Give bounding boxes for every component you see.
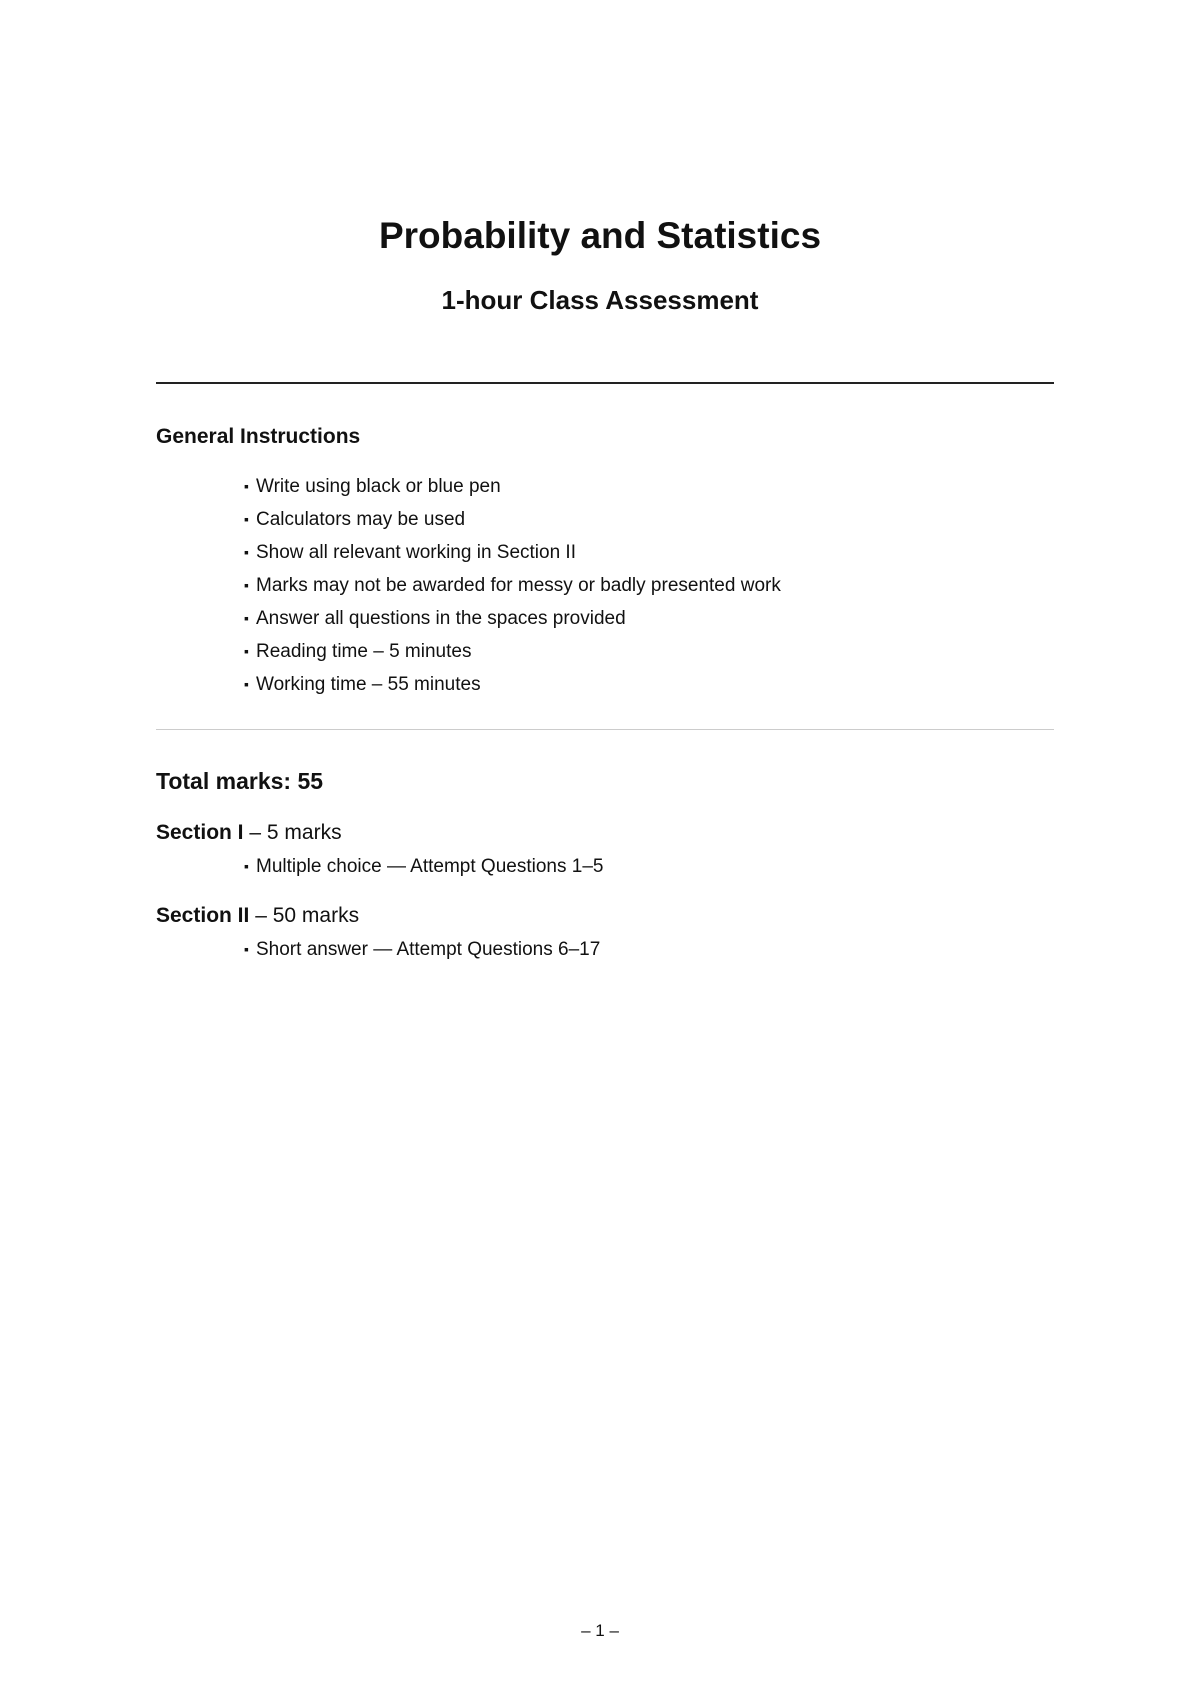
bullet-icon: ▪ [244, 511, 249, 527]
section-2-detail-text: Short answer — Attempt Questions 6–17 [256, 939, 601, 960]
section-2-marks: – 50 marks [255, 904, 360, 927]
list-item [244, 536, 781, 569]
instruction-text: Show all relevant working in Section II [256, 542, 576, 563]
bullet-icon: ▪ [244, 478, 249, 494]
list-item [244, 569, 781, 602]
total-marks: Total marks: 55 [156, 768, 324, 794]
list-item [244, 668, 781, 701]
instructions-heading: General Instructions [156, 425, 361, 448]
header-divider [156, 382, 1054, 384]
section-1-name: Section I [156, 821, 244, 844]
section-1-detail [244, 853, 603, 880]
list-item [244, 503, 781, 536]
bullet-icon: ▪ [244, 643, 249, 659]
instruction-text: Write using black or blue pen [256, 476, 501, 497]
section-1-heading [156, 820, 342, 846]
bullet-icon: ▪ [244, 544, 249, 560]
page-subtitle: 1-hour Class Assessment [441, 285, 759, 315]
section-2-heading [156, 903, 359, 929]
instruction-text: Marks may not be awarded for messy or badly presented work [256, 575, 781, 596]
bullet-icon: ▪ [244, 577, 249, 593]
list-item [244, 602, 781, 635]
page-number: – 1 – [581, 1621, 619, 1640]
instruction-text: Calculators may be used [256, 509, 466, 530]
list-item [244, 635, 781, 668]
section-2-name: Section II [156, 904, 250, 927]
bullet-icon: ▪ [244, 941, 249, 957]
instructions-list [244, 470, 781, 701]
instruction-text: Working time – 55 minutes [256, 674, 481, 695]
section-1-detail-text: Multiple choice — Attempt Questions 1–5 [256, 856, 604, 877]
page-title: Probability and Statistics [378, 215, 822, 256]
list-item [244, 470, 781, 503]
bullet-icon: ▪ [244, 676, 249, 692]
section-divider [156, 729, 1054, 730]
section-2-detail [244, 936, 600, 963]
instruction-text: Answer all questions in the spaces provided [256, 608, 626, 629]
bullet-icon: ▪ [244, 858, 249, 874]
instruction-text: Reading time – 5 minutes [256, 641, 472, 662]
bullet-icon: ▪ [244, 610, 249, 626]
section-1-marks: – 5 marks [249, 821, 342, 844]
